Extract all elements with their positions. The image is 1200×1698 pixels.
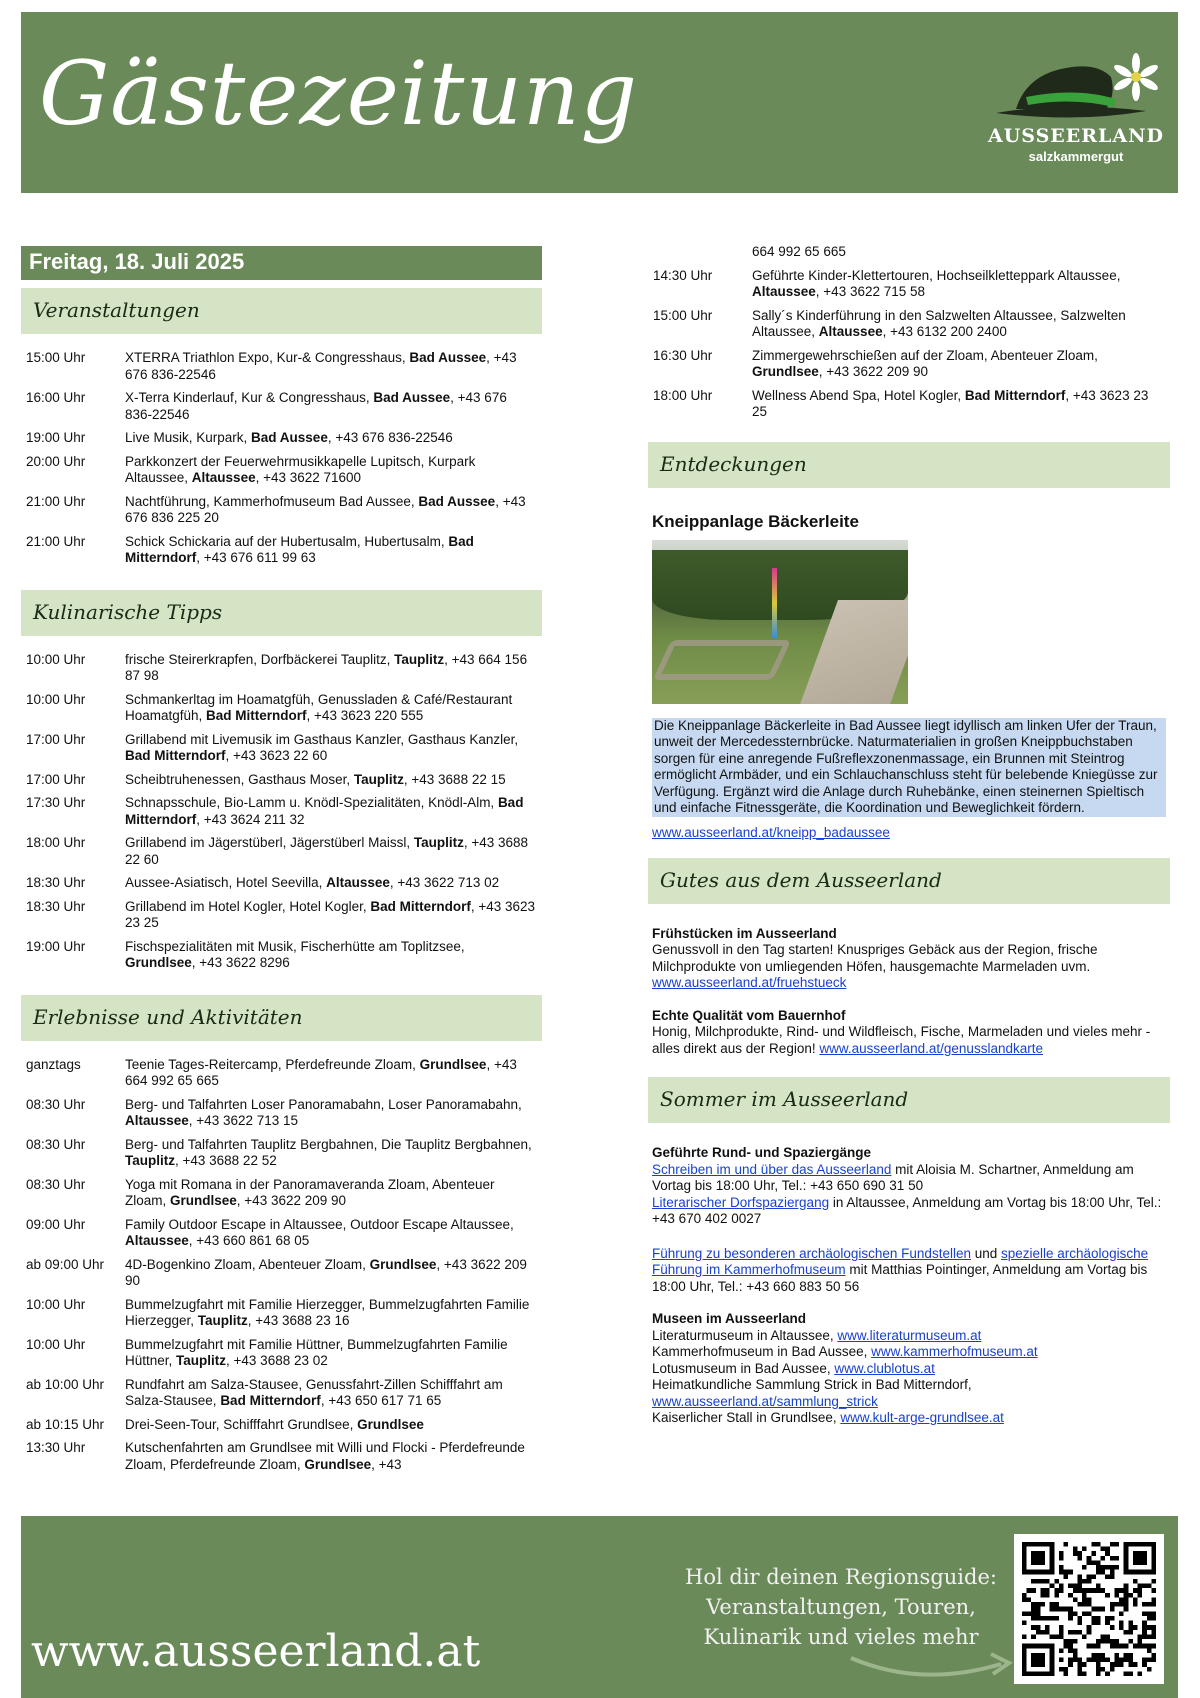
walk-text: und: [970, 1245, 1001, 1261]
footer-url[interactable]: www.ausseerland.at: [31, 1626, 481, 1677]
event-row: [21, 1097, 542, 1130]
event-row: [21, 875, 542, 892]
museums-title: Museen im Ausseerland: [652, 1311, 807, 1326]
event-row: [21, 795, 542, 828]
museum-item: [652, 1344, 1164, 1361]
event-text: [125, 1057, 542, 1090]
event-contact: , +43 660 861 68 05: [188, 1233, 310, 1248]
event-text: [125, 652, 542, 685]
event-time: 18:30 Uhr: [26, 898, 86, 914]
event-place: Tauplitz: [125, 1153, 175, 1168]
gutes-item-text: Genussvoll in den Tag starten! Knuspriges Gebäck aus der Region, frische Milchprodukte von umliegenden Höfen, hausgemachte Marmeladen uvm.: [652, 942, 1098, 974]
ausseerland-logo[interactable]: [986, 47, 1166, 167]
event-contact: , +43 676 836-22546: [125, 390, 507, 422]
event-row: [21, 390, 542, 423]
event-description: Berg- und Talfahrten Loser Panoramabahn, Loser Panoramabahn,: [125, 1096, 522, 1112]
event-description: Yoga mit Romana in der Panoramaveranda Zloam, Abenteuer Zloam,: [125, 1176, 495, 1208]
event-place: Bad Aussee: [418, 493, 496, 509]
section-sommer-heading: Sommer im Ausseerland: [648, 1077, 1170, 1123]
section-gutes-heading: Gutes aus dem Ausseerland: [648, 858, 1170, 904]
event-row: [648, 268, 1170, 301]
event-row: [21, 1137, 542, 1170]
event-place: Bad Mitterndorf: [206, 708, 307, 723]
event-time: 19:00 Uhr: [26, 430, 86, 445]
event-contact: , +43 3688 22 60: [125, 835, 529, 867]
event-description: Teenie Tages-Reitercamp, Pferdefreunde Zloam,: [125, 1056, 420, 1072]
walk-text: mit Matthias Pointinger, Anmeldung am Vortag bis 18:00 Uhr, Tel.: +43 660 883 50 56: [652, 1262, 1148, 1294]
event-description: Aussee-Asiatisch, Hotel Seevilla,: [125, 875, 327, 890]
event-text: [752, 308, 1170, 341]
gutes-item-title: Frühstücken im Ausseerland: [652, 925, 837, 941]
walk-text: mit Aloisia M. Schartner, Anmeldung am Vortag bis 18:00 Uhr, Tel.: +43 650 690 31 50: [652, 1161, 1134, 1193]
event-time: 17:00 Uhr: [26, 771, 86, 787]
event-contact: , +43 3624 211 32: [196, 811, 305, 827]
event-time: ab 09:00 Uhr: [26, 1256, 105, 1272]
event-place: Grundlsee: [419, 1056, 487, 1072]
event-text: [125, 732, 542, 765]
event-description: XTERRA Triathlon Expo, Kur-& Congresshaus,: [125, 350, 410, 365]
event-row: [21, 692, 542, 725]
event-contact: , +43 3623 23 25: [752, 387, 1149, 419]
event-row: [21, 899, 542, 932]
kulinarik-list: [21, 636, 542, 972]
section-kulinarik-heading: Kulinarische Tipps: [21, 590, 542, 636]
event-place: Tauplitz: [394, 651, 445, 667]
event-place: Bad Mitterndorf: [220, 1393, 321, 1408]
event-contact: , +43 3623 23 25: [125, 898, 536, 930]
event-place: Altaussee: [818, 324, 883, 339]
museum-list: [652, 1328, 1164, 1427]
event-place: Grundlsee: [357, 1416, 424, 1432]
event-contact: , +43 3622 713 15: [188, 1113, 299, 1128]
discovery-title: Kneippanlage Bäckerleite: [652, 511, 859, 531]
event-time: 08:30 Uhr: [26, 1176, 86, 1192]
footer-banner: [21, 1516, 1178, 1698]
walk-link-schreiben[interactable]: Schreiben im und über das Ausseerland: [652, 1161, 892, 1177]
arrow-icon: [841, 1646, 1021, 1686]
event-contact: , +43 3622 71600: [255, 470, 362, 485]
event-time: 16:30 Uhr: [653, 347, 713, 363]
event-text: [125, 1097, 542, 1130]
event-row: [21, 454, 542, 487]
event-time: 17:30 Uhr: [26, 795, 86, 810]
event-text: [125, 899, 542, 932]
event-time: 10:00 Uhr: [26, 1296, 86, 1312]
event-text: [125, 534, 542, 567]
event-contact: , +43 3688 23 02: [226, 1353, 328, 1368]
event-contact: , +43: [371, 1456, 402, 1472]
walk-text: in Altaussee, Anmeldung am Vortag bis 18:00 Uhr, Tel.: +43 670 402 0027: [652, 1194, 1162, 1226]
page-title: Gästezeitung: [39, 42, 638, 145]
event-text: [125, 494, 542, 527]
event-place: Bad Aussee: [409, 350, 487, 365]
event-row: [21, 1257, 542, 1290]
event-time: 13:30 Uhr: [26, 1440, 86, 1455]
event-row: [21, 534, 542, 567]
header-banner: [21, 12, 1178, 193]
event-place: Grundlsee: [170, 1193, 237, 1208]
event-place: Tauplitz: [176, 1353, 227, 1368]
event-time: 15:00 Uhr: [653, 307, 713, 323]
event-contact: , +43 676 611 99 63: [196, 550, 316, 565]
logo-text: AUSSEERLAND: [987, 125, 1165, 147]
event-row: [21, 835, 542, 868]
event-text: [125, 835, 542, 868]
veranstaltungen-list: [21, 334, 542, 567]
event-description: Zimmergewehrschießen auf der Zloam, Abenteuer Zloam,: [752, 347, 1098, 363]
erlebnisse-list: [21, 1041, 542, 1474]
museum-name: Heimatkundliche Sammlung Strick in Bad Mitterndorf,: [652, 1377, 972, 1392]
event-time: 18:00 Uhr: [653, 387, 713, 403]
event-place: Altaussee: [326, 875, 390, 890]
event-time: ganztags: [26, 1056, 81, 1072]
event-place: Bad Aussee: [373, 390, 451, 405]
event-row: [21, 494, 542, 527]
qr-code-icon: [1022, 1542, 1156, 1676]
event-row: [21, 652, 542, 685]
right-column: [648, 244, 1170, 1427]
gutes-item: [652, 1008, 1170, 1058]
museum-item: [652, 1328, 1164, 1345]
guide-line: Kulinarik und vieles mehr: [703, 1625, 979, 1649]
left-column: [21, 288, 542, 1480]
event-place: Altaussee: [125, 1113, 189, 1128]
event-place: Grundlsee: [752, 364, 819, 379]
event-text: [125, 1440, 542, 1473]
event-description: Schick Schickaria auf der Hubertusalm, Hubertusalm,: [125, 533, 449, 549]
museum-name: Kaiserlicher Stall in Grundlsee,: [652, 1410, 841, 1425]
event-time: 18:00 Uhr: [26, 835, 86, 850]
event-place: Bad Mitterndorf: [125, 748, 226, 763]
section-erlebnisse-heading: Erlebnisse und Aktivitäten: [21, 995, 542, 1041]
event-time: 21:00 Uhr: [26, 493, 86, 509]
event-row: [21, 1057, 542, 1090]
event-description: frische Steirerkrapfen, Dorfbäckerei Tauplitz,: [125, 651, 395, 667]
event-time: 15:00 Uhr: [26, 350, 86, 365]
event-contact: , +43 664 992 65 665: [125, 1056, 517, 1088]
event-time: ab 10:00 Uhr: [26, 1376, 105, 1392]
event-text: [125, 692, 542, 725]
event-time: 10:00 Uhr: [26, 691, 86, 707]
event-text: [125, 1417, 542, 1434]
event-text: [125, 1217, 542, 1250]
event-description: Grillabend im Jägerstüberl, Jägerstüberl Maissl,: [125, 835, 414, 850]
event-text: [125, 430, 542, 447]
museum-link[interactable]: www.clublotus.at: [834, 1360, 935, 1376]
gutes-item-title: Echte Qualität vom Bauernhof: [652, 1007, 846, 1023]
event-contact: , +43 664 156 87 98: [125, 651, 528, 683]
museum-link[interactable]: www.kult-arge-grundlsee.at: [840, 1410, 1004, 1425]
event-description: Wellness Abend Spa, Hotel Kogler,: [752, 387, 965, 403]
event-row: [21, 1377, 542, 1410]
event-time: 20:00 Uhr: [26, 453, 86, 469]
event-contact: , +43 3622 713 02: [389, 875, 500, 890]
museum-link[interactable]: www.ausseerland.at/sammlung_strick: [652, 1393, 878, 1409]
museums-block: [652, 1311, 1170, 1427]
event-text: [125, 1297, 542, 1330]
event-time: 14:30 Uhr: [653, 267, 713, 283]
discovery-description: Die Kneippanlage Bäckerleite in Bad Aussee liegt idyllisch am linken Ufer der Traun, unweit der Mercedessternbrücke. Naturmaterialien in großen Kneippbuchstaben sorgen für eine anregende Fußreflexzonenmassage, ein Brunnen mit Steintrog ermöglicht Armbäder, und ein Schlauchanschluss steht für belebende Kniegüsse zur Verfügung. Ergänzt wird die Anlage durch Ruhebänke, einen steinernen Spieltisch und einfache Fitnessgeräte, die Koordination und Beweglichkeit fördern.: [652, 718, 1166, 817]
guide-line: Hol dir deinen Regionsguide:: [685, 1565, 997, 1589]
event-contact: , +43 3688 22 52: [175, 1153, 277, 1168]
event-time: 18:30 Uhr: [26, 875, 86, 890]
event-row: [21, 732, 542, 765]
event-place: Altaussee: [752, 284, 816, 299]
event-description: Sally´s Kinderführung in den Salzwelten Altaussee, Salzwelten Altaussee,: [752, 307, 1126, 339]
event-contact: , +43 6132 200 2400: [882, 324, 1007, 339]
event-row: [21, 430, 542, 447]
event-contact: , +43 650 617 71 65: [320, 1393, 442, 1408]
event-description: Bummelzugfahrt mit Familie Hierzegger, Bummelzugfahrten Familie Hierzegger,: [125, 1296, 530, 1328]
event-contact: , +43 3622 8296: [191, 955, 290, 970]
event-text: [125, 1177, 542, 1210]
walk-link-kammerhof[interactable]: spezielle archäologische Führung im Kammerhofmuseum: [652, 1245, 1149, 1277]
event-row: [21, 350, 542, 383]
event-row: [648, 388, 1170, 421]
event-time: 16:00 Uhr: [26, 390, 86, 405]
event-description: Berg- und Talfahrten Tauplitz Bergbahnen, Die Tauplitz Bergbahnen,: [125, 1136, 532, 1152]
event-text: [125, 1337, 542, 1370]
event-text: [752, 348, 1170, 381]
walk-link-archaeologie[interactable]: Führung zu besonderen archäologischen Fundstellen: [652, 1245, 971, 1261]
event-place: Grundlsee: [125, 955, 192, 970]
event-text: [125, 390, 542, 423]
event-place: Altaussee: [191, 470, 256, 485]
genusslandkarte-link[interactable]: www.ausseerland.at/genusslandkarte: [819, 1040, 1043, 1056]
event-description: Kutschenfahrten am Grundlsee mit Willi und Flocki - Pferdefreunde Zloam, Pferdefreunde Zloam,: [125, 1440, 525, 1472]
event-contact: , +43 3622 715 58: [815, 284, 926, 299]
event-text: [125, 772, 542, 789]
event-contact: , +43 676 836-22546: [327, 430, 453, 445]
event-row: [648, 308, 1170, 341]
event-description: Drei-Seen-Tour, Schifffahrt Grundlsee,: [125, 1416, 358, 1432]
museum-item: [652, 1410, 1164, 1427]
event-description: Live Musik, Kurpark,: [125, 430, 252, 445]
event-row: [21, 1417, 542, 1434]
event-row: [21, 939, 542, 972]
walks-block: [652, 1145, 1170, 1228]
event-time: 19:00 Uhr: [26, 938, 86, 954]
event-place: Bad Aussee: [251, 430, 328, 445]
event-contact: , +43 3622 209 90: [125, 1256, 527, 1288]
event-text: [125, 454, 542, 487]
event-text: [125, 875, 542, 892]
event-text: [125, 1257, 542, 1290]
gutes-item: [652, 926, 1170, 992]
event-contact: , +43 3622 209 90: [818, 364, 929, 379]
date-bar: Freitag, 18. Juli 2025: [21, 246, 542, 280]
event-text: [125, 795, 542, 828]
event-place: Tauplitz: [197, 1313, 248, 1328]
event-description: Nachtführung, Kammerhofmuseum Bad Aussee,: [125, 493, 419, 509]
event-text: [125, 939, 542, 972]
museum-link[interactable]: www.kammerhofmuseum.at: [871, 1344, 1038, 1359]
event-place: Altaussee: [125, 1233, 189, 1248]
event-time: 21:00 Uhr: [26, 533, 86, 549]
event-description: Grillabend mit Livemusik im Gasthaus Kanzler, Gasthaus Kanzler,: [125, 731, 519, 747]
event-row: [21, 1440, 542, 1473]
event-contact: , +43 3623 220 555: [306, 708, 424, 723]
event-row: [21, 772, 542, 789]
event-time: 10:00 Uhr: [26, 651, 86, 667]
event-description: Family Outdoor Escape in Altaussee, Outdoor Escape Altaussee,: [125, 1216, 514, 1232]
event-description: Schnapsschule, Bio-Lamm u. Knödl-Spezialitäten, Knödl-Alm,: [125, 795, 498, 810]
event-time: 10:00 Uhr: [26, 1336, 86, 1352]
logo-subtext: salzkammergut: [1028, 149, 1124, 164]
event-description: Scheibtruhenessen, Gasthaus Moser,: [125, 771, 354, 787]
event-time: 08:30 Uhr: [26, 1096, 86, 1112]
list-item: [648, 244, 1170, 261]
event-contact: , +43 3623 22 60: [225, 748, 328, 763]
fruehstueck-link[interactable]: www.ausseerland.at/fruehstueck: [652, 975, 847, 990]
museum-link[interactable]: www.literaturmuseum.at: [837, 1327, 982, 1343]
event-contact: , +43 3622 209 90: [236, 1193, 347, 1208]
event-time: 08:30 Uhr: [26, 1136, 86, 1152]
hat-edelweiss-icon: [986, 47, 1166, 127]
qr-code[interactable]: [1014, 1534, 1164, 1684]
event-description: Bummelzugfahrt mit Familie Hüttner, Bummelzugfahrten Familie Hüttner,: [125, 1336, 508, 1368]
archaeology-block: [652, 1246, 1170, 1296]
guide-line: Veranstaltungen, Touren,: [706, 1595, 976, 1619]
event-description: 4D-Bogenkino Zloam, Abenteuer Zloam,: [125, 1256, 370, 1272]
event-description: Rundfahrt am Salza-Stausee, Genussfahrt-Zillen Schifffahrt am Salza-Stausee,: [125, 1376, 503, 1408]
event-description: Schmankerltag im Hoamatgfüh, Genussladen & Café/Restaurant Hoamatgfüh,: [125, 691, 513, 723]
event-contact: , +43 3688 22 15: [403, 771, 506, 787]
museum-item: [652, 1361, 1164, 1378]
event-place: Bad Mitterndorf: [125, 533, 474, 565]
kneipp-photo: [652, 540, 908, 704]
gutes-item-text: Honig, Milchprodukte, Rind- und Wildfleisch, Fische, Marmeladen und vieles mehr - alles direkt aus der Region!: [652, 1024, 1151, 1056]
kneipp-link[interactable]: www.ausseerland.at/kneipp_badaussee: [652, 824, 890, 840]
event-contact: , +43 3688 23 16: [247, 1313, 350, 1328]
event-description: Fischspezialitäten mit Musik, Fischerhütte am Toplitzsee,: [125, 938, 465, 954]
event-text: [125, 1137, 542, 1170]
event-time: 09:00 Uhr: [26, 1216, 86, 1232]
continued-phone: 664 992 65 665: [752, 244, 846, 259]
event-place: Grundlsee: [369, 1256, 437, 1272]
section-entdeckungen-heading: Entdeckungen: [648, 442, 1170, 488]
museum-name: Literaturmuseum in Altaussee,: [652, 1327, 838, 1343]
event-place: Bad Mitterndorf: [125, 795, 524, 827]
museum-name: Lotusmuseum in Bad Aussee,: [652, 1360, 835, 1376]
event-place: Bad Mitterndorf: [370, 898, 471, 914]
event-description: X-Terra Kinderlauf, Kur & Congresshaus,: [125, 390, 374, 405]
event-text: [125, 350, 542, 383]
erlebnisse-cont-list: [648, 268, 1170, 421]
event-row: [648, 348, 1170, 381]
event-text: [752, 268, 1170, 301]
event-contact: , +43 676 836-22546: [125, 350, 517, 382]
event-place: Grundlsee: [304, 1456, 372, 1472]
event-row: [21, 1337, 542, 1370]
event-row: [21, 1217, 542, 1250]
walks-title: Geführte Rund- und Spaziergänge: [652, 1145, 872, 1160]
event-description: Grillabend im Hotel Kogler, Hotel Kogler,: [125, 898, 371, 914]
event-place: Bad Mitterndorf: [964, 387, 1066, 403]
event-row: [21, 1177, 542, 1210]
section-veranstaltungen-heading: Veranstaltungen: [21, 288, 542, 334]
event-description: Parkkonzert der Feuerwehrmusikkapelle Lupitsch, Kurpark Altaussee,: [125, 453, 476, 485]
event-place: Tauplitz: [353, 771, 404, 787]
event-contact: , +43 676 836 225 20: [125, 493, 526, 525]
footer-guide-text: [661, 1562, 1021, 1652]
museum-item: [652, 1377, 1164, 1410]
event-time: ab 10:15 Uhr: [26, 1416, 105, 1432]
event-text: [125, 1377, 542, 1410]
event-description: Geführte Kinder-Klettertouren, Hochseilklettерpark Altaussee,: [752, 267, 1121, 283]
event-text: [752, 388, 1170, 421]
walk-link-dorfspaziergang[interactable]: Literarischer Dorfspaziergang: [652, 1194, 830, 1210]
museum-name: Kammerhofmuseum in Bad Aussee,: [652, 1344, 872, 1359]
event-time: 17:00 Uhr: [26, 731, 86, 747]
event-place: Tauplitz: [413, 835, 464, 850]
event-row: [21, 1297, 542, 1330]
